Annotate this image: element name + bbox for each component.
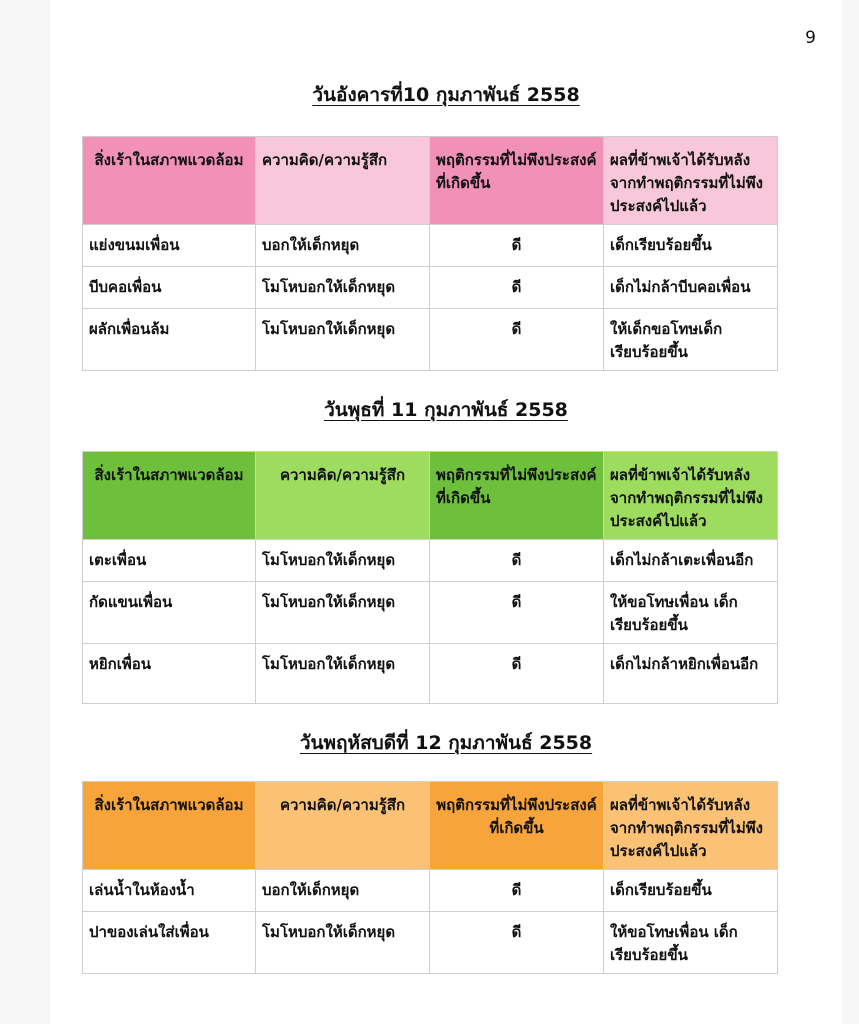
cell-thought: โมโหบอกให้เด็กหยุด <box>256 912 430 974</box>
section-title-wednesday: วันพุธที่ 11 กุมภาพันธ์ 2558 <box>324 399 568 421</box>
cell-thought: บอกให้เด็กหยุด <box>256 870 430 912</box>
page-number: 9 <box>805 28 816 48</box>
cell-stimulus: เตะเพื่อน <box>83 540 256 582</box>
cell-stimulus: แย่งขนมเพื่อน <box>83 225 256 267</box>
cell-stimulus: ผลักเพื่อนล้ม <box>83 309 256 371</box>
behavior-table-wednesday <box>82 451 778 704</box>
header-consequence: ผลที่ข้าพเจ้าได้รับหลังจากทำพฤติกรรมที่ไม่พึงประสงค์ไปแล้ว <box>604 137 778 225</box>
header-thought-feeling: ความคิด/ความรู้สึก <box>256 452 430 540</box>
header-stimulus: สิ่งเร้าในสภาพแวดล้อม <box>83 452 256 540</box>
header-thought-feeling: ความคิด/ความรู้สึก <box>256 782 430 870</box>
cell-thought: โมโหบอกให้เด็กหยุด <box>256 309 430 371</box>
header-consequence: ผลที่ข้าพเจ้าได้รับหลังจากทำพฤติกรรมที่ไม่พึงประสงค์ไปแล้ว <box>604 452 778 540</box>
header-stimulus: สิ่งเร้าในสภาพแวดล้อม <box>83 782 256 870</box>
cell-consequence: เด็กไม่กล้าบีบคอเพื่อน <box>604 267 778 309</box>
cell-consequence: ให้เด็กขอโทษเด็กเรียบร้อยขึ้น <box>604 309 778 371</box>
section-title-thursday: วันพฤหัสบดีที่ 12 กุมภาพันธ์ 2558 <box>299 732 593 754</box>
cell-stimulus: หยิกเพื่อน <box>83 644 256 704</box>
behavior-table-thursday <box>82 781 778 974</box>
cell-consequence: เด็กเรียบร้อยขึ้น <box>604 225 778 267</box>
behavior-table-tuesday <box>82 136 778 371</box>
cell-thought: โมโหบอกให้เด็กหยุด <box>256 644 430 704</box>
table-row <box>83 582 778 644</box>
header-stimulus: สิ่งเร้าในสภาพแวดล้อม <box>83 137 256 225</box>
table-header-row <box>83 782 778 870</box>
cell-stimulus: เล่นน้ำในห้องน้ำ <box>83 870 256 912</box>
cell-consequence: เด็กไม่กล้าเตะเพื่อนอีก <box>604 540 778 582</box>
cell-behavior: ดี <box>430 540 604 582</box>
table-header-row <box>83 137 778 225</box>
table-row <box>83 309 778 371</box>
header-consequence: ผลที่ข้าพเจ้าได้รับหลังจากทำพฤติกรรมที่ไม่พึงประสงค์ไปแล้ว <box>604 782 778 870</box>
cell-behavior: ดี <box>430 870 604 912</box>
table-row <box>83 267 778 309</box>
table-row <box>83 540 778 582</box>
cell-thought: โมโหบอกให้เด็กหยุด <box>256 267 430 309</box>
cell-behavior: ดี <box>430 912 604 974</box>
header-undesired-behavior: พฤติกรรมที่ไม่พึงประสงค์ที่เกิดขึ้น <box>430 452 604 540</box>
cell-stimulus: ปาของเล่นใส่เพื่อน <box>83 912 256 974</box>
cell-thought: บอกให้เด็กหยุด <box>256 225 430 267</box>
cell-behavior: ดี <box>430 225 604 267</box>
cell-consequence: ให้ขอโทษเพื่อน เด็กเรียบร้อยขึ้น <box>604 582 778 644</box>
cell-consequence: เด็กไม่กล้าหยิกเพื่อนอีก <box>604 644 778 704</box>
table-row <box>83 644 778 704</box>
table-row <box>83 870 778 912</box>
section-title-tuesday: วันอังคารที่10 กุมภาพันธ์ 2558 <box>312 84 580 106</box>
header-thought-feeling: ความคิด/ความรู้สึก <box>256 137 430 225</box>
cell-stimulus: กัดแขนเพื่อน <box>83 582 256 644</box>
cell-consequence: ให้ขอโทษเพื่อน เด็กเรียบร้อยขึ้น <box>604 912 778 974</box>
cell-thought: โมโหบอกให้เด็กหยุด <box>256 540 430 582</box>
cell-behavior: ดี <box>430 309 604 371</box>
cell-thought: โมโหบอกให้เด็กหยุด <box>256 582 430 644</box>
cell-behavior: ดี <box>430 267 604 309</box>
table-row <box>83 912 778 974</box>
header-undesired-behavior: พฤติกรรมที่ไม่พึงประสงค์ที่เกิดขึ้น <box>430 137 604 225</box>
cell-stimulus: บีบคอเพื่อน <box>83 267 256 309</box>
document-page <box>50 0 842 1024</box>
table-row <box>83 225 778 267</box>
header-undesired-behavior: พฤติกรรมที่ไม่พึงประสงค์ที่เกิดขึ้น <box>430 782 604 870</box>
cell-behavior: ดี <box>430 644 604 704</box>
cell-consequence: เด็กเรียบร้อยขึ้น <box>604 870 778 912</box>
cell-behavior: ดี <box>430 582 604 644</box>
table-header-row <box>83 452 778 540</box>
